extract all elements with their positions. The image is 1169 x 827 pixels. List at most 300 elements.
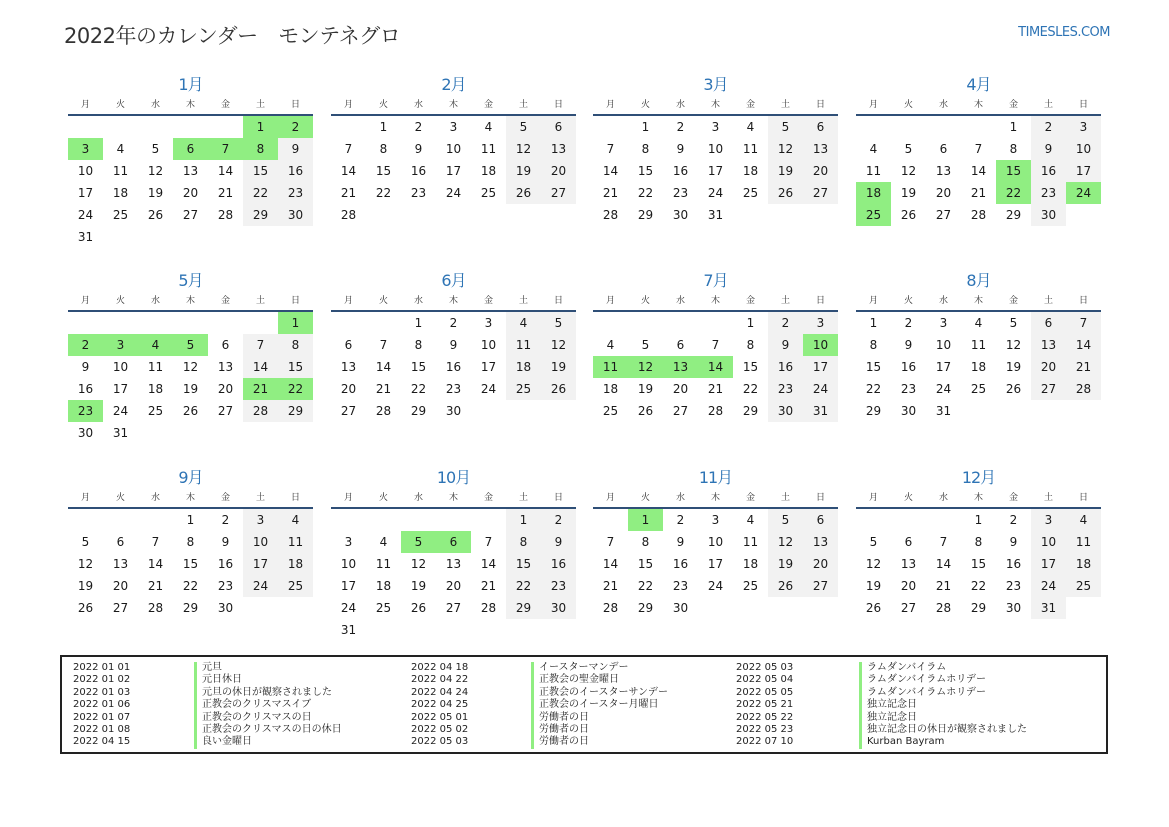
month-title: 3月 bbox=[703, 75, 728, 94]
day-cell: 22 bbox=[506, 575, 541, 597]
day-cell: 28 bbox=[375, 404, 392, 418]
day-cell: 26 bbox=[768, 575, 803, 597]
day-cell: 3 bbox=[803, 312, 838, 334]
weekday-label: 火 bbox=[115, 493, 125, 503]
weekday-label: 火 bbox=[115, 100, 125, 110]
weekday-label: 土 bbox=[518, 493, 528, 503]
day-cell: 3 bbox=[243, 509, 278, 531]
day-cell: 29 bbox=[637, 208, 654, 222]
day-grid bbox=[593, 509, 838, 619]
month-title: 9月 bbox=[178, 468, 203, 487]
empty-cell bbox=[436, 509, 471, 531]
month-title: 8月 bbox=[966, 271, 991, 290]
day-cell: 7 bbox=[711, 338, 720, 352]
day-cell: 11 bbox=[147, 360, 164, 374]
day-cell: 15 bbox=[278, 356, 313, 378]
weekday-label: 火 bbox=[903, 296, 913, 306]
day-cell: 5 bbox=[151, 142, 160, 156]
weekday-label: 土 bbox=[255, 296, 265, 306]
day-cell: 22 bbox=[243, 182, 278, 204]
day-cell: 12 bbox=[506, 138, 541, 160]
day-cell: 19 bbox=[865, 579, 882, 593]
month-8 bbox=[856, 270, 1101, 422]
day-cell: 24 bbox=[707, 186, 724, 200]
day-cell: 21 bbox=[970, 186, 987, 200]
holiday-day: 24 bbox=[1066, 182, 1101, 204]
month-4 bbox=[856, 74, 1101, 226]
day-cell: 3 bbox=[711, 513, 720, 527]
weekday-label: 水 bbox=[150, 493, 160, 503]
day-cell: 29 bbox=[278, 400, 313, 422]
weekday-label: 土 bbox=[780, 296, 790, 306]
day-cell: 30 bbox=[672, 601, 689, 615]
weekday-label: 土 bbox=[255, 493, 265, 503]
weekday-label: 木 bbox=[185, 296, 195, 306]
holiday-date: 2022 05 01 bbox=[411, 711, 469, 723]
day-cell: 28 bbox=[340, 208, 357, 222]
day-cell: 1 bbox=[186, 513, 195, 527]
empty-cell bbox=[471, 509, 506, 531]
weekday-label: 土 bbox=[780, 100, 790, 110]
day-cell: 4 bbox=[746, 120, 755, 134]
day-cell: 28 bbox=[243, 400, 278, 422]
holiday-date: 2022 05 02 bbox=[411, 724, 469, 735]
day-cell: 1 bbox=[974, 513, 983, 527]
day-cell: 29 bbox=[865, 404, 882, 418]
weekday-label: 土 bbox=[255, 100, 265, 110]
day-cell: 29 bbox=[1005, 208, 1022, 222]
day-cell: 19 bbox=[182, 382, 199, 396]
holiday-date: 2022 01 07 bbox=[73, 711, 131, 723]
empty-cell bbox=[593, 312, 628, 334]
month-title: 10月 bbox=[436, 468, 471, 487]
day-cell: 8 bbox=[641, 142, 650, 156]
day-cell: 15 bbox=[506, 553, 541, 575]
day-cell: 8 bbox=[746, 338, 755, 352]
day-cell: 30 bbox=[77, 426, 94, 440]
day-cell: 9 bbox=[676, 142, 685, 156]
holiday-name: 正教会のクリスマスイブ bbox=[194, 699, 311, 711]
weekday-label: 土 bbox=[1043, 493, 1053, 503]
day-cell: 30 bbox=[278, 204, 313, 226]
holiday-date: 2022 01 08 bbox=[73, 724, 131, 735]
day-cell: 16 bbox=[278, 160, 313, 182]
day-cell: 3 bbox=[484, 316, 493, 330]
month-title: 2月 bbox=[441, 75, 466, 94]
empty-cell bbox=[926, 509, 961, 531]
weekday-label: 日 bbox=[290, 493, 300, 503]
day-cell: 19 bbox=[768, 160, 803, 182]
weekday-label: 月 bbox=[343, 296, 353, 306]
holiday-day: 22 bbox=[278, 378, 313, 400]
holiday-day: 1 bbox=[278, 312, 313, 334]
day-cell: 8 bbox=[869, 338, 878, 352]
weekday-label: 火 bbox=[640, 493, 650, 503]
weekday-header bbox=[593, 96, 838, 116]
day-cell: 27 bbox=[935, 208, 952, 222]
holiday-date: 2022 05 03 bbox=[411, 736, 469, 748]
day-cell: 3 bbox=[344, 535, 353, 549]
day-cell: 27 bbox=[112, 601, 129, 615]
day-cell: 28 bbox=[602, 208, 619, 222]
day-cell: 14 bbox=[935, 557, 952, 571]
day-cell: 23 bbox=[672, 186, 689, 200]
holiday-name: 元旦 bbox=[194, 662, 222, 674]
day-cell: 15 bbox=[243, 160, 278, 182]
day-cell: 4 bbox=[116, 142, 125, 156]
day-cell: 23 bbox=[278, 182, 313, 204]
day-cell: 11 bbox=[970, 338, 987, 352]
day-cell: 2 bbox=[768, 312, 803, 334]
weekday-label: 日 bbox=[553, 493, 563, 503]
weekday-label: 日 bbox=[1078, 493, 1088, 503]
holiday-day: 2 bbox=[68, 334, 103, 356]
day-cell: 11 bbox=[742, 142, 759, 156]
weekday-label: 月 bbox=[343, 100, 353, 110]
day-cell: 25 bbox=[112, 208, 129, 222]
day-cell: 21 bbox=[340, 186, 357, 200]
day-grid bbox=[331, 509, 576, 641]
day-cell: 12 bbox=[147, 164, 164, 178]
day-cell: 28 bbox=[1066, 378, 1101, 400]
holiday-day: 13 bbox=[663, 356, 698, 378]
weekday-label: 火 bbox=[115, 296, 125, 306]
day-cell: 2 bbox=[414, 120, 423, 134]
day-cell: 23 bbox=[1031, 182, 1066, 204]
day-cell: 17 bbox=[480, 360, 497, 374]
weekday-label: 日 bbox=[1078, 100, 1088, 110]
empty-cell bbox=[856, 509, 891, 531]
day-cell: 22 bbox=[742, 382, 759, 396]
day-cell: 15 bbox=[970, 557, 987, 571]
day-cell: 10 bbox=[707, 142, 724, 156]
weekday-label: 金 bbox=[220, 296, 230, 306]
day-cell: 10 bbox=[1031, 531, 1066, 553]
holiday-day: 3 bbox=[103, 334, 138, 356]
weekday-label: 日 bbox=[815, 493, 825, 503]
day-cell: 19 bbox=[900, 186, 917, 200]
day-cell: 23 bbox=[1005, 579, 1022, 593]
weekday-label: 木 bbox=[973, 100, 983, 110]
holiday-date: 2022 05 23 bbox=[736, 724, 794, 735]
day-cell: 26 bbox=[541, 378, 576, 400]
holiday-date: 2022 04 18 bbox=[411, 662, 469, 673]
empty-cell bbox=[68, 509, 103, 531]
empty-cell bbox=[138, 116, 173, 138]
day-cell: 9 bbox=[449, 338, 458, 352]
holiday-date: 2022 01 06 bbox=[73, 699, 131, 711]
weekday-label: 日 bbox=[553, 296, 563, 306]
day-cell: 15 bbox=[637, 557, 654, 571]
month-11 bbox=[593, 467, 838, 619]
day-cell: 28 bbox=[935, 601, 952, 615]
day-cell: 1 bbox=[379, 120, 388, 134]
holiday-day: 18 bbox=[856, 182, 891, 204]
holiday-name: ラムダンバイラム bbox=[859, 662, 946, 674]
month-title: 6月 bbox=[441, 271, 466, 290]
day-cell: 21 bbox=[480, 579, 497, 593]
holiday-day: 23 bbox=[68, 400, 103, 422]
day-cell: 3 bbox=[449, 120, 458, 134]
day-cell: 5 bbox=[768, 509, 803, 531]
day-cell: 9 bbox=[676, 535, 685, 549]
day-cell: 24 bbox=[707, 579, 724, 593]
day-cell: 14 bbox=[243, 356, 278, 378]
day-cell: 30 bbox=[445, 404, 462, 418]
day-cell: 30 bbox=[900, 404, 917, 418]
day-cell: 23 bbox=[445, 382, 462, 396]
day-cell: 17 bbox=[445, 164, 462, 178]
day-cell: 9 bbox=[278, 138, 313, 160]
day-grid bbox=[68, 509, 313, 619]
holiday-name: 独立記念日 bbox=[859, 712, 917, 724]
empty-cell bbox=[401, 509, 436, 531]
weekday-label: 木 bbox=[448, 100, 458, 110]
day-cell: 16 bbox=[768, 356, 803, 378]
weekday-label: 木 bbox=[448, 296, 458, 306]
day-cell: 24 bbox=[112, 404, 129, 418]
day-cell: 16 bbox=[445, 360, 462, 374]
day-cell: 4 bbox=[1066, 509, 1101, 531]
day-cell: 29 bbox=[182, 601, 199, 615]
day-cell: 14 bbox=[217, 164, 234, 178]
holiday-name: 正教会の聖金曜日 bbox=[531, 674, 619, 686]
day-cell: 24 bbox=[340, 601, 357, 615]
empty-cell bbox=[698, 312, 733, 334]
day-cell: 26 bbox=[1005, 382, 1022, 396]
holiday-date: 2022 07 10 bbox=[736, 736, 794, 748]
day-cell: 7 bbox=[484, 535, 493, 549]
month-title: 1月 bbox=[178, 75, 203, 94]
day-cell: 31 bbox=[803, 400, 838, 422]
day-cell: 25 bbox=[602, 404, 619, 418]
day-cell: 21 bbox=[375, 382, 392, 396]
day-cell: 16 bbox=[672, 164, 689, 178]
day-cell: 17 bbox=[1031, 553, 1066, 575]
day-cell: 7 bbox=[243, 334, 278, 356]
day-cell: 20 bbox=[112, 579, 129, 593]
day-cell: 18 bbox=[278, 553, 313, 575]
day-cell: 24 bbox=[803, 378, 838, 400]
weekday-label: 金 bbox=[483, 493, 493, 503]
day-cell: 30 bbox=[1031, 204, 1066, 226]
day-cell: 23 bbox=[541, 575, 576, 597]
day-cell: 2 bbox=[676, 513, 685, 527]
day-cell: 17 bbox=[935, 360, 952, 374]
day-cell: 26 bbox=[506, 182, 541, 204]
weekday-label: 水 bbox=[150, 296, 160, 306]
holiday-name: 元日休日 bbox=[194, 674, 242, 686]
day-cell: 14 bbox=[602, 557, 619, 571]
weekday-label: 土 bbox=[780, 493, 790, 503]
empty-cell bbox=[593, 116, 628, 138]
day-cell: 20 bbox=[935, 186, 952, 200]
day-cell: 29 bbox=[637, 601, 654, 615]
day-cell: 9 bbox=[1031, 138, 1066, 160]
day-cell: 27 bbox=[1031, 378, 1066, 400]
day-cell: 9 bbox=[1009, 535, 1018, 549]
day-cell: 28 bbox=[602, 601, 619, 615]
day-cell: 10 bbox=[707, 535, 724, 549]
empty-cell bbox=[926, 116, 961, 138]
day-cell: 15 bbox=[742, 360, 759, 374]
day-cell: 6 bbox=[803, 116, 838, 138]
day-cell: 17 bbox=[340, 579, 357, 593]
day-cell: 25 bbox=[147, 404, 164, 418]
holiday-day: 12 bbox=[628, 356, 663, 378]
weekday-header bbox=[593, 292, 838, 312]
day-cell: 12 bbox=[768, 531, 803, 553]
day-cell: 10 bbox=[480, 338, 497, 352]
empty-cell bbox=[103, 509, 138, 531]
day-cell: 27 bbox=[217, 404, 234, 418]
day-cell: 16 bbox=[217, 557, 234, 571]
day-cell: 17 bbox=[112, 382, 129, 396]
weekday-label: 金 bbox=[745, 100, 755, 110]
day-cell: 12 bbox=[410, 557, 427, 571]
empty-cell bbox=[331, 312, 366, 334]
day-cell: 20 bbox=[803, 553, 838, 575]
day-cell: 20 bbox=[340, 382, 357, 396]
day-cell: 18 bbox=[742, 557, 759, 571]
day-cell: 7 bbox=[606, 142, 615, 156]
holiday-day: 8 bbox=[243, 138, 278, 160]
day-cell: 4 bbox=[606, 338, 615, 352]
holiday-date: 2022 01 01 bbox=[73, 662, 131, 673]
day-cell: 11 bbox=[1066, 531, 1101, 553]
empty-cell bbox=[856, 116, 891, 138]
empty-cell bbox=[68, 312, 103, 334]
weekday-header bbox=[331, 96, 576, 116]
day-cell: 2 bbox=[676, 120, 685, 134]
day-cell: 14 bbox=[1066, 334, 1101, 356]
day-cell: 15 bbox=[865, 360, 882, 374]
weekday-label: 水 bbox=[675, 493, 685, 503]
weekday-label: 月 bbox=[80, 493, 90, 503]
weekday-label: 月 bbox=[868, 296, 878, 306]
day-cell: 16 bbox=[1031, 160, 1066, 182]
day-cell: 11 bbox=[278, 531, 313, 553]
holiday-date: 2022 04 24 bbox=[411, 686, 469, 698]
day-cell: 10 bbox=[1066, 138, 1101, 160]
day-cell: 30 bbox=[541, 597, 576, 619]
day-cell: 27 bbox=[340, 404, 357, 418]
day-cell: 6 bbox=[344, 338, 353, 352]
empty-cell bbox=[103, 312, 138, 334]
day-cell: 11 bbox=[112, 164, 129, 178]
day-cell: 21 bbox=[217, 186, 234, 200]
holiday-day: 22 bbox=[996, 182, 1031, 204]
weekday-label: 金 bbox=[1008, 493, 1018, 503]
day-cell: 25 bbox=[1066, 575, 1101, 597]
day-cell: 16 bbox=[672, 557, 689, 571]
day-cell: 12 bbox=[182, 360, 199, 374]
day-cell: 16 bbox=[77, 382, 94, 396]
day-cell: 29 bbox=[243, 204, 278, 226]
day-cell: 4 bbox=[379, 535, 388, 549]
day-cell: 23 bbox=[217, 579, 234, 593]
day-cell: 5 bbox=[904, 142, 913, 156]
day-cell: 14 bbox=[375, 360, 392, 374]
day-cell: 25 bbox=[375, 601, 392, 615]
empty-cell bbox=[628, 312, 663, 334]
holiday-name: 正教会のイースターサンデー bbox=[531, 687, 668, 699]
weekday-label: 月 bbox=[605, 493, 615, 503]
holiday-name: Kurban Bayram bbox=[859, 736, 944, 748]
holiday-day: 3 bbox=[68, 138, 103, 160]
day-cell: 27 bbox=[672, 404, 689, 418]
month-12 bbox=[856, 467, 1101, 619]
day-cell: 12 bbox=[768, 138, 803, 160]
holiday-day: 1 bbox=[243, 116, 278, 138]
day-cell: 11 bbox=[865, 164, 882, 178]
holiday-name: ラムダンバイラムホリデー bbox=[859, 687, 986, 699]
month-7 bbox=[593, 270, 838, 422]
day-cell: 7 bbox=[1066, 312, 1101, 334]
day-cell: 1 bbox=[746, 316, 755, 330]
day-cell: 10 bbox=[340, 557, 357, 571]
weekday-header bbox=[856, 96, 1101, 116]
weekday-label: 木 bbox=[973, 493, 983, 503]
day-cell: 13 bbox=[445, 557, 462, 571]
holiday-day: 7 bbox=[208, 138, 243, 160]
day-cell: 7 bbox=[939, 535, 948, 549]
empty-cell bbox=[891, 509, 926, 531]
day-cell: 13 bbox=[935, 164, 952, 178]
weekday-header bbox=[593, 489, 838, 509]
day-cell: 20 bbox=[672, 382, 689, 396]
day-cell: 28 bbox=[217, 208, 234, 222]
day-cell: 6 bbox=[676, 338, 685, 352]
day-cell: 23 bbox=[672, 579, 689, 593]
day-cell: 22 bbox=[637, 186, 654, 200]
day-cell: 25 bbox=[506, 378, 541, 400]
day-cell: 26 bbox=[147, 208, 164, 222]
day-cell: 21 bbox=[147, 579, 164, 593]
day-grid bbox=[856, 116, 1101, 226]
day-cell: 9 bbox=[904, 338, 913, 352]
day-cell: 19 bbox=[768, 553, 803, 575]
weekday-label: 土 bbox=[1043, 296, 1053, 306]
month-3 bbox=[593, 74, 838, 226]
day-cell: 22 bbox=[970, 579, 987, 593]
day-cell: 31 bbox=[935, 404, 952, 418]
day-cell: 15 bbox=[182, 557, 199, 571]
day-cell: 17 bbox=[707, 557, 724, 571]
day-cell: 3 bbox=[1066, 116, 1101, 138]
day-grid bbox=[331, 312, 576, 422]
empty-cell bbox=[103, 116, 138, 138]
day-cell: 20 bbox=[900, 579, 917, 593]
day-cell: 6 bbox=[803, 509, 838, 531]
day-cell: 28 bbox=[707, 404, 724, 418]
day-cell: 29 bbox=[506, 597, 541, 619]
empty-cell bbox=[138, 312, 173, 334]
day-cell: 19 bbox=[506, 160, 541, 182]
day-cell: 27 bbox=[803, 575, 838, 597]
day-cell: 26 bbox=[637, 404, 654, 418]
day-cell: 7 bbox=[379, 338, 388, 352]
day-cell: 27 bbox=[900, 601, 917, 615]
day-cell: 16 bbox=[900, 360, 917, 374]
holiday-name: イースターマンデー bbox=[531, 662, 629, 674]
weekday-header bbox=[68, 96, 313, 116]
holiday-day: 11 bbox=[593, 356, 628, 378]
day-cell: 10 bbox=[112, 360, 129, 374]
day-cell: 30 bbox=[1005, 601, 1022, 615]
day-cell: 2 bbox=[221, 513, 230, 527]
day-grid bbox=[856, 509, 1101, 619]
